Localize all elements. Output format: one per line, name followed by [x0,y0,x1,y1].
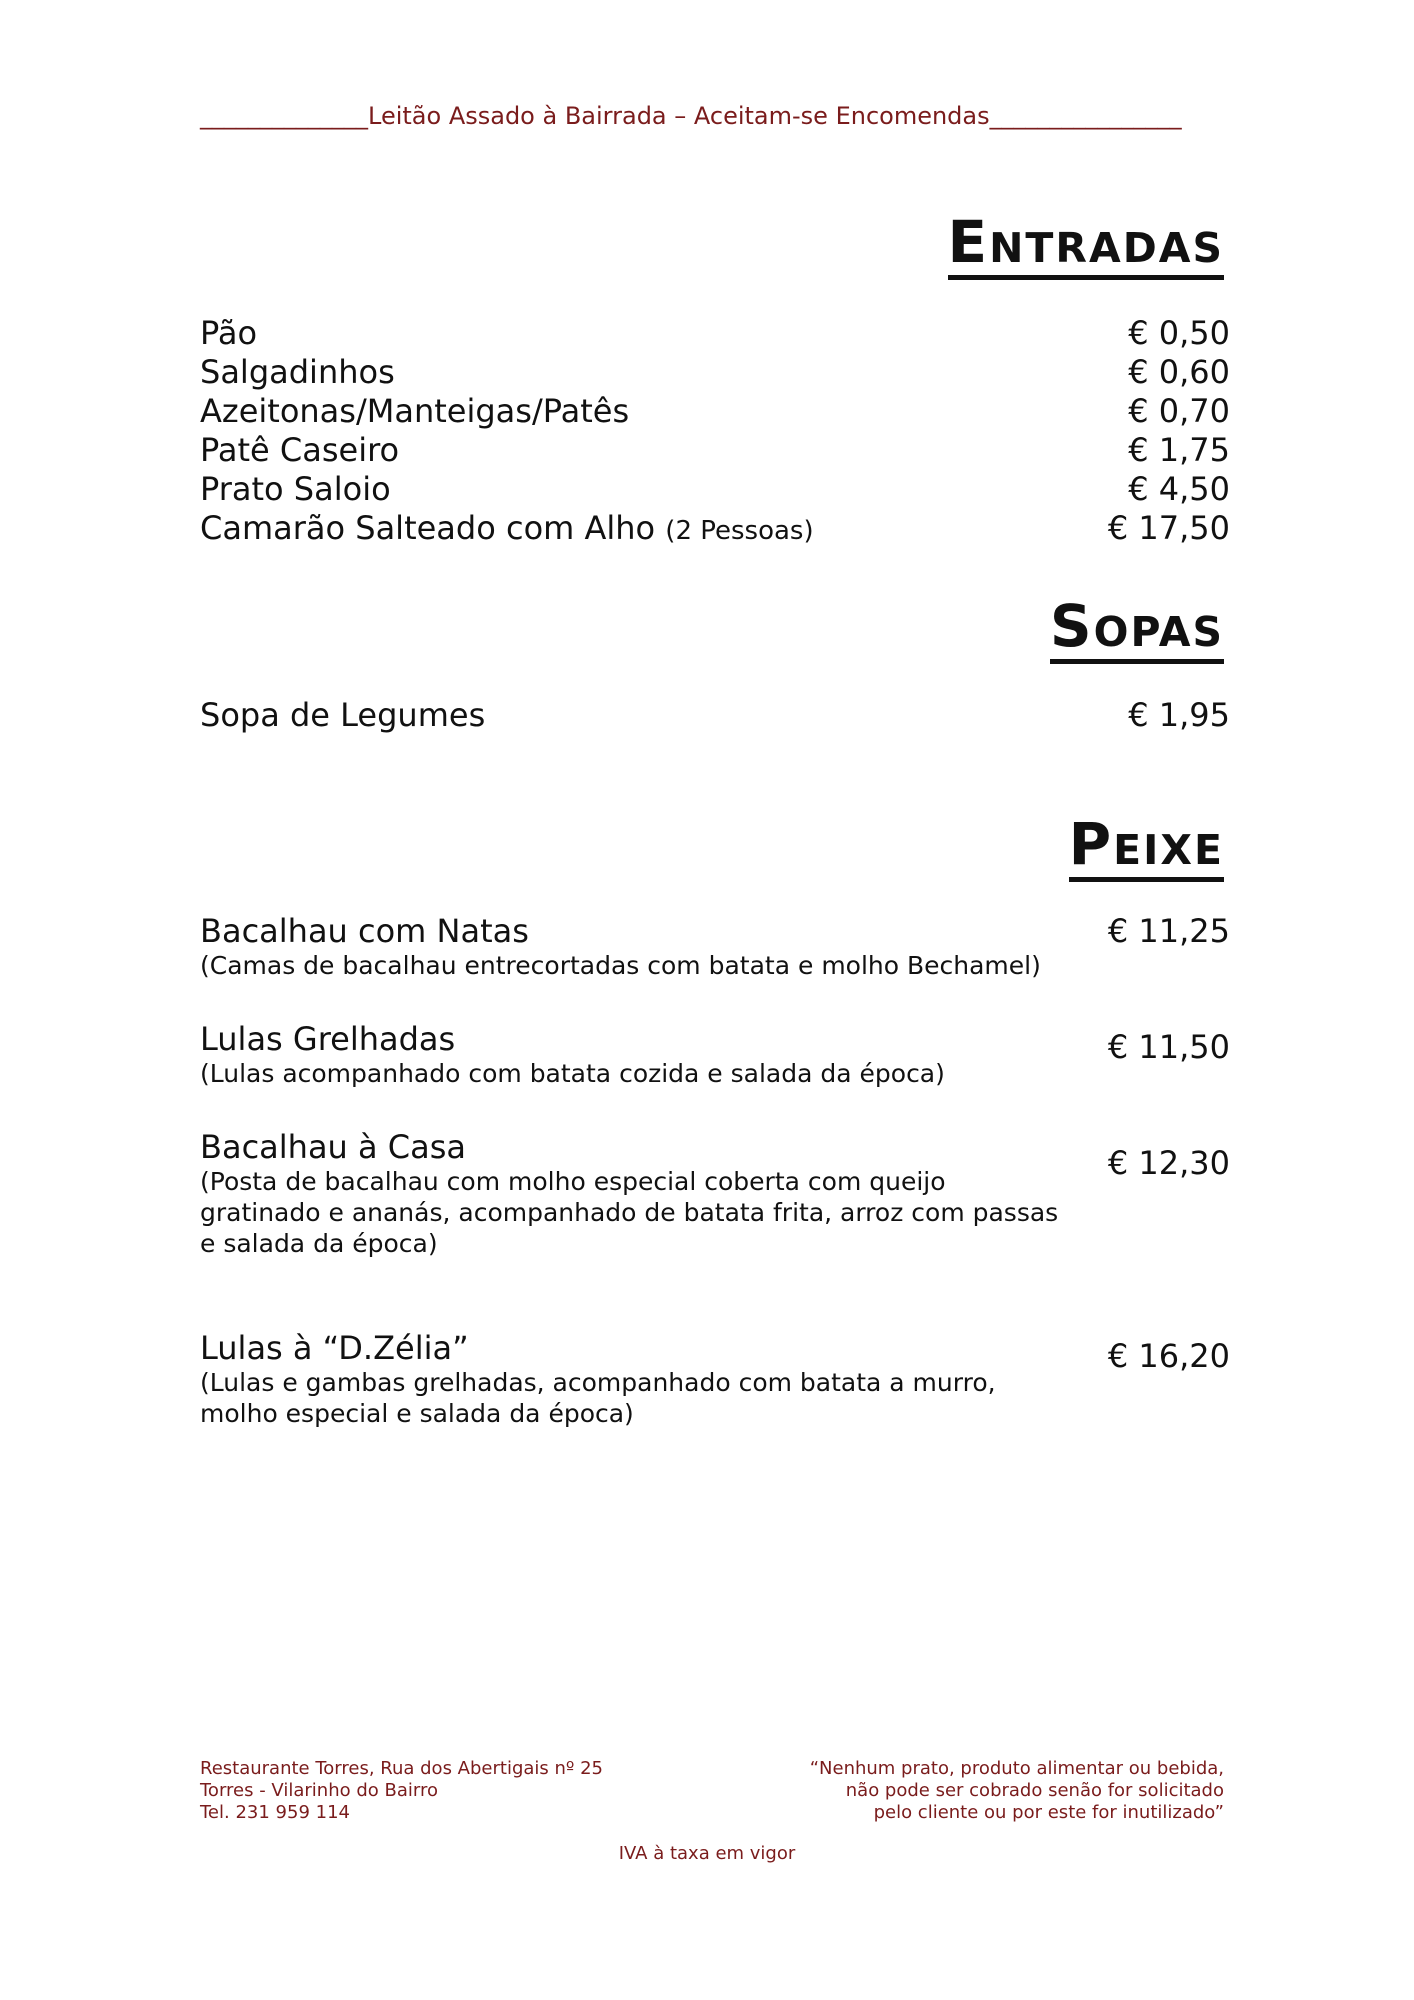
address-line: Restaurante Torres, Rua dos Abertigais nº 25 [200,1758,604,1779]
menu-item-name: Sopa de Legumes [200,696,486,734]
dish-name: Lulas à “D.Zélia” [200,1329,469,1367]
menu-item-price: € 0,70 [1128,392,1230,430]
dish-description: (Camas de bacalhau entrecortadas com batata e molho Bechamel) [200,951,1041,980]
vat-notice: IVA à taxa em vigor [618,1843,796,1864]
dish-price: € 11,50 [1107,1028,1230,1066]
menu-item-price: € 0,60 [1128,353,1230,391]
menu-item-name: Patê Caseiro [200,431,400,469]
section-title-sopas: Sopas [1050,597,1224,664]
section-title-entradas: Entradas [948,213,1225,280]
menu-item-note: (2 Pessoas) [665,516,814,546]
notice-line: não pode ser cobrado senão for solicitado [845,1780,1224,1801]
menu-item-name: Pão [200,314,258,352]
dish-item [200,1128,1230,1259]
notice-line: “Nenhum prato, produto alimentar ou bebida, [809,1758,1224,1779]
menu-item-name [200,509,814,550]
dish-price: € 12,30 [1107,1144,1230,1182]
menu-item-price: € 17,50 [1107,509,1230,547]
phone-line: Tel. 231 959 114 [200,1802,350,1823]
dish-item [200,1020,1230,1089]
page-header: ______________Leitão Assado à Bairrada – Aceitam-se Encomendas________________ [200,102,1182,130]
menu-item-price: € 4,50 [1128,470,1230,508]
legal-notice [810,1758,1224,1824]
menu-item-name-text: Camarão Salteado com Alho [200,509,656,547]
dish-price: € 16,20 [1107,1337,1230,1375]
dish-name: Bacalhau à Casa [200,1128,467,1166]
dish-item [200,912,1230,981]
dish-description: (Posta de bacalhau com molho especial coberta com queijo gratinado e ananás, acompanhado de batata frita, arroz com passas e salada da época) [200,1167,1059,1258]
menu-item-price: € 1,75 [1128,431,1230,469]
dish-name: Bacalhau com Natas [200,912,529,950]
restaurant-address [200,1758,603,1824]
dish-description: (Lulas acompanhado com batata cozida e salada da época) [200,1059,945,1088]
address-line: Torres - Vilarinho do Bairro [200,1780,438,1801]
section-title-peixe: Peixe [1069,815,1224,882]
menu-item-price: € 0,50 [1128,314,1230,352]
menu-item-name: Salgadinhos [200,353,395,391]
dish-item [200,1329,1230,1429]
menu-item-price: € 1,95 [1128,696,1230,734]
notice-line: pelo cliente ou por este for inutilizado” [873,1802,1224,1823]
dish-price: € 11,25 [1107,912,1230,950]
menu-item-name: Prato Saloio [200,470,391,508]
dish-name: Lulas Grelhadas [200,1020,456,1058]
dish-description: (Lulas e gambas grelhadas, acompanhado com batata a murro, molho especial e salada da época) [200,1368,996,1428]
menu-item-name: Azeitonas/Manteigas/Patês [200,392,630,430]
